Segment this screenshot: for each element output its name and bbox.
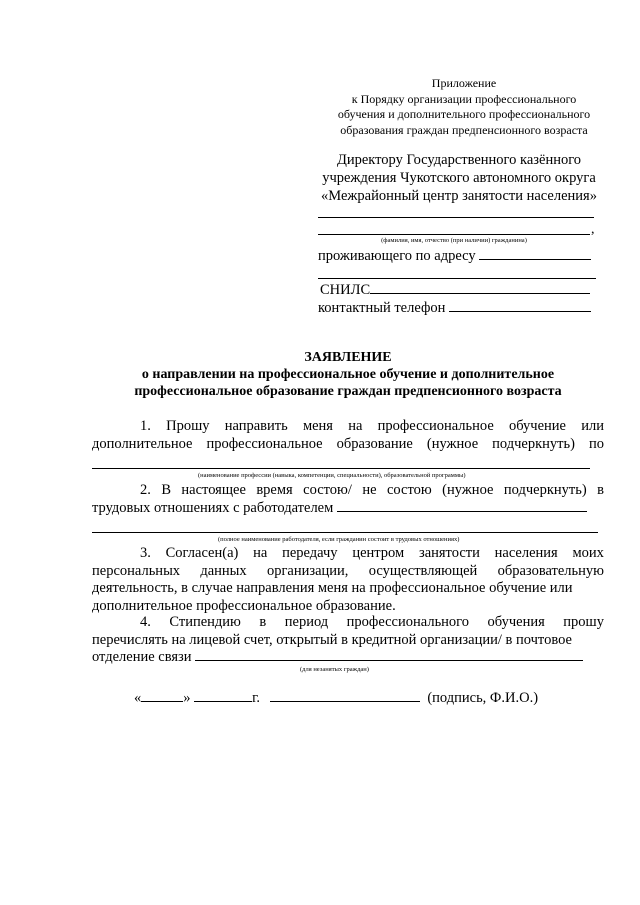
date-open-quote: «	[134, 690, 142, 706]
item-3-line-1	[92, 545, 604, 563]
word: дополнительное	[92, 435, 193, 452]
appendix-header	[316, 76, 612, 138]
title-line-2: о направлении на профессиональное обучение и дополнительное	[141, 367, 555, 382]
post-office-input-line[interactable]	[195, 659, 583, 661]
title-heading: ЗАЯВЛЕНИЕ	[304, 350, 392, 365]
item-2-caption: (полное наименование работодателя, если гражданин состоит в трудовых отношениях)	[218, 536, 460, 543]
item-4-line-2: перечислять на лицевой счет, открытый в кредитной организации/ в почтовое	[92, 631, 572, 648]
year-suffix: г.	[252, 690, 261, 706]
word: состою/	[303, 482, 352, 498]
appendix-line-2: к Порядку организации профессионального	[351, 91, 577, 106]
word: организации,	[266, 562, 349, 579]
word: 4.	[140, 614, 151, 630]
item-1-caption: (наименование профессии (навыка, компетенции, специальности), образовательной программы)	[198, 472, 466, 479]
address-line-2[interactable]	[318, 278, 596, 279]
word: 1.	[140, 418, 151, 434]
signature-row	[134, 690, 538, 707]
item-1-line-1	[92, 418, 604, 436]
item-3-line-2	[92, 563, 604, 581]
word: центром	[352, 545, 405, 561]
word: обучения	[487, 614, 545, 630]
word: подчеркнуть)	[503, 482, 587, 498]
item-2-employer-line-2[interactable]	[92, 532, 598, 533]
item-2-line-1	[92, 482, 604, 500]
date-close-quote: »	[183, 690, 191, 706]
addressee-line-1: Директору Государственного казённого	[336, 152, 582, 168]
snils-label: СНИЛС	[320, 282, 371, 298]
addressee-line-2: учреждения Чукотского автономного округа	[322, 170, 596, 186]
word: осуществляющей	[368, 562, 478, 579]
word: в	[597, 482, 604, 498]
word: настоящее	[181, 482, 246, 498]
word: прошу	[563, 614, 604, 630]
word: 3.	[140, 545, 151, 561]
fio-field[interactable]	[318, 207, 604, 245]
word: на	[253, 545, 268, 561]
word: профессиональное	[206, 435, 323, 452]
word: обучение	[508, 418, 566, 434]
word: 2.	[140, 482, 151, 498]
item-1-profession-line[interactable]	[92, 468, 590, 469]
word: данных	[200, 562, 247, 579]
item-4-caption: (для незанятых граждан)	[300, 666, 369, 673]
word: по	[588, 435, 604, 452]
snils-row	[320, 282, 590, 299]
item-3	[92, 545, 604, 615]
addressee-line-3: «Межрайонный центр занятости населения»	[321, 188, 597, 204]
appendix-line-4: образования граждан предпенсионного возраста	[340, 122, 588, 137]
phone-row	[318, 300, 591, 317]
word: меня	[302, 418, 333, 434]
item-4	[92, 614, 604, 667]
fio-caption: (фамилия, имя, отчество (при наличии) гражданина)	[381, 237, 527, 244]
item-3-line-4: дополнительное профессиональное образование.	[92, 597, 396, 614]
employer-label: трудовых отношениях с работодателем	[92, 499, 334, 516]
word: в	[259, 614, 267, 630]
address-row	[318, 248, 591, 265]
word: занятости	[418, 545, 480, 561]
address-label: проживающего по адресу	[318, 248, 476, 264]
word: персональных	[92, 562, 181, 579]
phone-input-line[interactable]	[449, 310, 591, 312]
word: населения	[494, 545, 558, 561]
word: (нужное	[442, 482, 494, 498]
word: Прошу	[166, 418, 210, 434]
snils-input-line[interactable]	[370, 292, 590, 294]
word: профессионального	[346, 614, 470, 630]
post-office-label: отделение связи	[92, 649, 192, 665]
appendix-line-3: обучения и дополнительного профессионального	[337, 107, 591, 121]
word: Стипендию	[169, 614, 241, 630]
word: образовательную	[497, 562, 604, 579]
word: образование	[336, 435, 413, 452]
item-1	[92, 418, 604, 453]
word: состою	[386, 482, 432, 498]
employer-input-line[interactable]	[337, 510, 587, 512]
word: моих	[572, 545, 604, 561]
item-1-line-2	[92, 436, 604, 454]
word: период	[284, 614, 329, 630]
fio-comma: ,	[591, 222, 595, 237]
address-input-line[interactable]	[479, 258, 591, 260]
phone-label: контактный телефон	[318, 300, 446, 316]
fio-line-2[interactable]	[318, 234, 590, 235]
day-input-line[interactable]	[141, 700, 183, 702]
item-4-line-1	[92, 614, 604, 632]
word: или	[581, 418, 604, 434]
item-2	[92, 482, 604, 517]
word: (нужное	[426, 435, 479, 452]
word: направить	[224, 418, 288, 434]
word: на	[348, 418, 363, 434]
item-3-line-3: деятельность, в случае направления меня на профессиональное обучение или	[92, 580, 573, 596]
word: подчеркнуть)	[492, 435, 575, 452]
signature-label: (подпись, Ф.И.О.)	[427, 690, 539, 706]
signature-input-line[interactable]	[270, 700, 420, 702]
appendix-line-1: Приложение	[431, 76, 497, 90]
word: В	[161, 482, 171, 498]
item-2-line-2	[92, 500, 604, 518]
word: время	[256, 482, 293, 498]
document-title	[60, 349, 636, 400]
word: профессиональное	[377, 418, 494, 434]
word: не	[362, 482, 377, 498]
item-4-line-3	[92, 649, 604, 667]
month-input-line[interactable]	[194, 700, 252, 702]
word: Согласен(а)	[165, 545, 239, 561]
word: передачу	[282, 545, 338, 561]
addressee-block	[306, 151, 612, 205]
title-line-3: профессиональное образование граждан предпенсионного возраста	[134, 384, 562, 399]
